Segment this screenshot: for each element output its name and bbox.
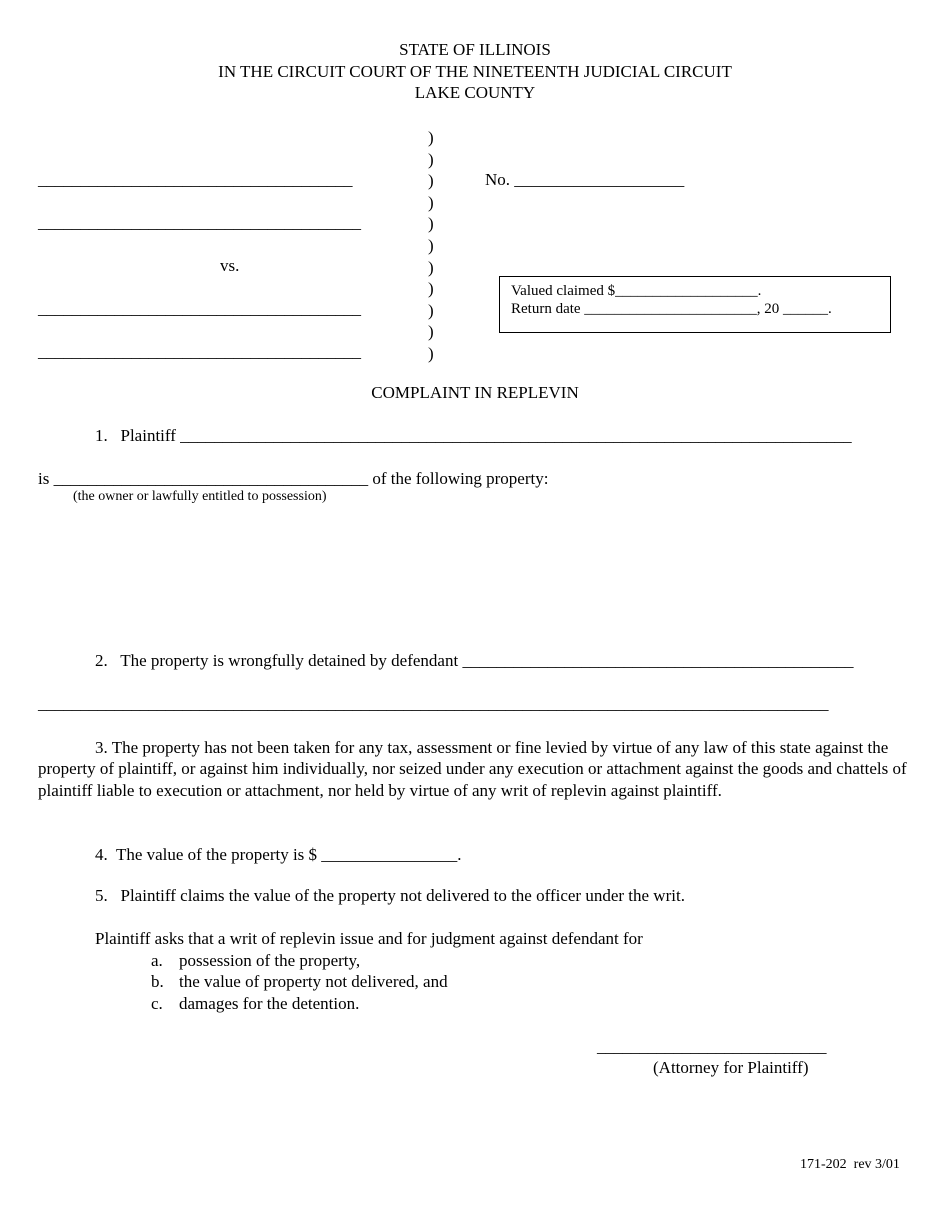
court-state: STATE OF ILLINOIS <box>399 40 551 59</box>
paragraph-2-defendant[interactable]: 2. The property is wrongfully detained by defendant ______________________________________________ <box>95 651 854 670</box>
paragraph-1-ownership[interactable]: is _____________________________________ of the following property: <box>38 469 549 488</box>
ownership-hint: (the owner or lawfully entitled to possession) <box>73 489 327 504</box>
paragraph-1-plaintiff[interactable]: 1. Plaintiff _______________________________________________________________________________ <box>95 426 852 445</box>
caption-paren: ) <box>428 235 434 255</box>
return-date-field[interactable]: Return date _______________________, 20 ______. <box>511 301 832 317</box>
caption-paren: ) <box>428 343 434 363</box>
paragraph-2-continuation-line[interactable]: _____________________________________________________________________________________________ <box>38 694 829 713</box>
attorney-signature-label: (Attorney for Plaintiff) <box>653 1058 809 1077</box>
prayer-item-letter: c. <box>151 994 163 1013</box>
caption-paren: ) <box>428 214 434 234</box>
paragraph-5: 5. Plaintiff claims the value of the property not delivered to the officer under the writ. <box>95 886 685 905</box>
prayer-item-letter: b. <box>151 972 164 991</box>
versus-label: vs. <box>220 256 240 275</box>
form-id: 171-202 rev 3/01 <box>800 1157 900 1172</box>
caption-paren: ) <box>428 300 434 320</box>
prayer-item-text: the value of property not delivered, and <box>179 972 448 991</box>
plaintiff-name-line-1[interactable]: _____________________________________ <box>38 170 353 189</box>
defendant-name-line-2[interactable]: ______________________________________ <box>38 342 361 361</box>
prayer-item-text: possession of the property, <box>179 951 361 970</box>
caption-parentheses <box>428 127 440 365</box>
defendant-name-line-1[interactable]: ______________________________________ <box>38 299 361 318</box>
caption-paren: ) <box>428 279 434 299</box>
paragraph-3 <box>38 737 913 801</box>
prayer-item-letter: a. <box>151 951 163 970</box>
caption-paren: ) <box>428 257 434 277</box>
prayer-item-text: damages for the detention. <box>179 994 360 1013</box>
value-claimed-field[interactable]: Valued claimed $___________________. <box>511 283 762 299</box>
attorney-signature-line[interactable]: ___________________________ <box>597 1037 827 1056</box>
prayer-intro: Plaintiff asks that a writ of replevin issue and for judgment against defendant for <box>95 929 643 948</box>
court-name: IN THE CIRCUIT COURT OF THE NINETEENTH JUDICIAL CIRCUIT <box>218 62 732 81</box>
document-title: COMPLAINT IN REPLEVIN <box>371 383 579 402</box>
caption-paren: ) <box>428 128 434 147</box>
case-number-field[interactable]: No. ____________________ <box>485 170 685 189</box>
caption-paren: ) <box>428 322 434 342</box>
caption-paren: ) <box>428 171 434 191</box>
plaintiff-name-line-2[interactable]: ______________________________________ <box>38 213 361 232</box>
court-county: LAKE COUNTY <box>414 83 536 102</box>
paragraph-3-text: 3. The property has not been taken for any tax, assessment or fine levied by virtue of any law of this state against the property of plaintiff, or against him individually, nor seized under any execution or attachment against the goods and chattels of plaintiff liable to execution or attachment, nor held by virtue of any writ of replevin against plaintiff. <box>38 738 907 800</box>
caption-paren: ) <box>428 192 434 212</box>
paragraph-4-value[interactable]: 4. The value of the property is $ ________________. <box>95 845 462 864</box>
caption-paren: ) <box>428 149 434 169</box>
